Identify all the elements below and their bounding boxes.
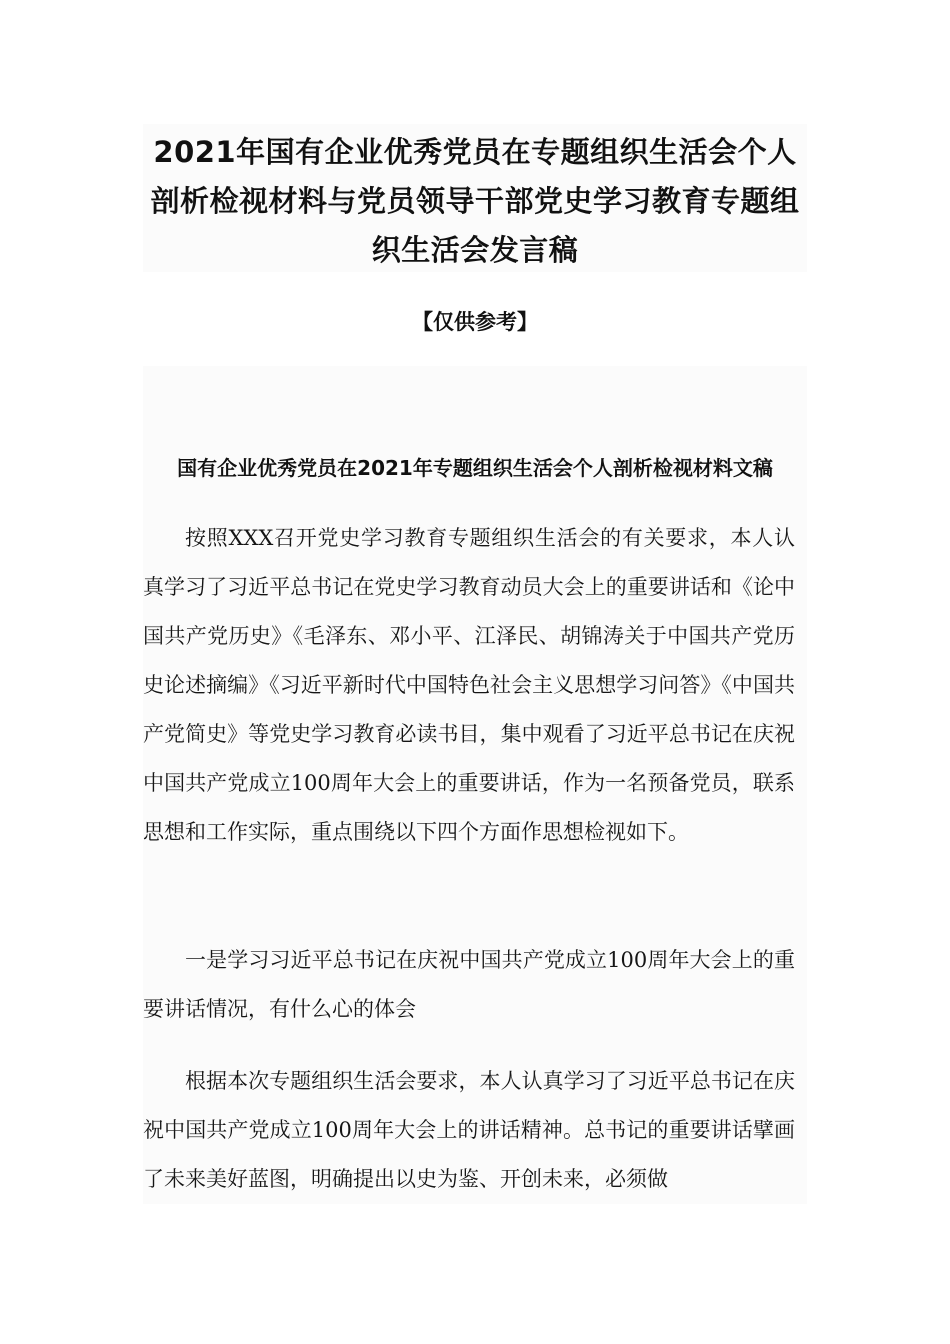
body-paragraph: 根据本次专题组织生活会要求，本人认真学习了习近平总书记在庆祝中国共产党成立100周年大会上的讲话精神。总书记的重要讲话擘画了未来美好蓝图，明确提出以史为鉴、开创未来，必须做 <box>143 1069 795 1191</box>
body-paragraph: 按照XXX召开党史学习教育专题组织生活会的有关要求，本人认真学习了习近平总书记在党史学习教育动员大会上的重要讲话和《论中国共产党历史》《毛泽东、邓小平、江泽民、胡锦涛关于中国共产党历史论述摘编》《习近平新时代中国特色社会主义思想学习问答》《中国共产党简史》等党史学习教育必读书目，集中观看了习近平总书记在庆祝中国共产党成立100周年大会上的重要讲话，作为一名预备党员，联系思想和工作实际，重点围绕以下四个方面作思想检视如下。 <box>143 526 795 844</box>
document-title: 2021年国有企业优秀党员在专题组织生活会个人剖析检视材料与党员领导干部党史学习教育专题组织生活会发言稿 <box>150 135 800 267</box>
document-subtitle: 国有企业优秀党员在2021年专题组织生活会个人剖析检视材料文稿 <box>177 456 773 480</box>
body-paragraph: 一是学习习近平总书记在庆祝中国共产党成立100周年大会上的重要讲话情况，有什么心的体会 <box>143 948 795 1021</box>
reference-note: 【仅供参考】 <box>412 310 538 334</box>
